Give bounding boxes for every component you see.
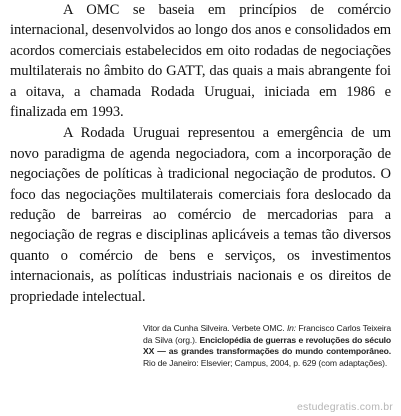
citation-author: Vitor da Cunha Silveira. Verbete OMC. bbox=[143, 323, 287, 333]
paragraph-2: A Rodada Uruguai representou a emergência de um novo paradigma de agenda negociadora, com a incorporação de negociações de políticas à tradicional negociação de produtos. O foco das negociações multilaterais comerciais fora deslocado da redução de barreiras ao comércio de mercadorias para a negociação de regras e disciplinas aplicáveis a temas tão diversos quanto o comércio de bens e serviços, os investimentos internacionais, as políticas industriais nacionais e os direitos de propriedade intelectual. bbox=[10, 125, 391, 305]
citation-book-title: Enciclopédia de guerras e revoluções do século XX — as grandes transformações do mundo contemporâneo. bbox=[143, 334, 392, 357]
paragraph-1: A OMC se baseia em princípios de comércio internacional, desenvolvidos ao longo dos anos e consolidados em acordos comerciais estabelecidos em oito rodadas de negociações multilaterais no âmbito do GATT, das quais a mais abrangente foi a oitava, a chamada Rodada Uruguai, iniciada em 1986 e finalizada em 1993. bbox=[10, 2, 391, 121]
source-citation bbox=[143, 323, 391, 369]
document-body bbox=[10, 0, 391, 307]
citation-editor: Francisco Carlos Teixeira da Silva (org.). bbox=[143, 323, 391, 345]
watermark: estudegratis.com.br bbox=[296, 401, 393, 413]
citation-publication: Rio de Janeiro: Elsevier; Campus, 2004, p. 629 (com adaptações). bbox=[143, 357, 388, 368]
citation-in-label: In: bbox=[286, 323, 297, 333]
